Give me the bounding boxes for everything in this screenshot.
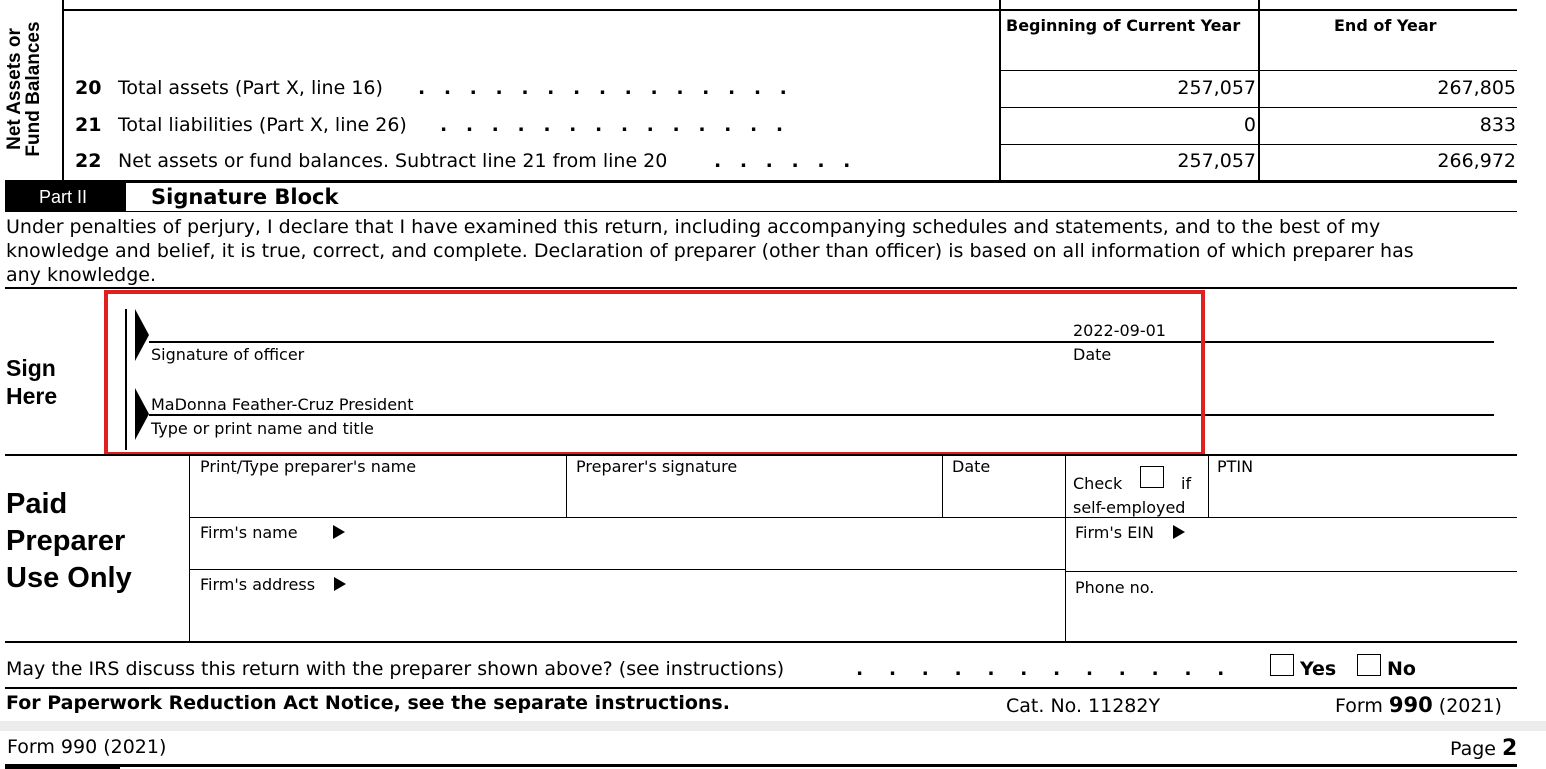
discuss-yes-label: Yes bbox=[1300, 658, 1337, 680]
line-label: Total liabilities (Part X, line 26) bbox=[118, 114, 407, 136]
page-separator bbox=[0, 721, 1546, 731]
check-if-caption: if bbox=[1181, 474, 1192, 493]
line-22-begin-value: 257,057 bbox=[1177, 150, 1256, 172]
here-label: Here bbox=[6, 383, 58, 409]
paid-label: Paid bbox=[6, 488, 68, 520]
discuss-yes-checkbox[interactable] bbox=[1270, 654, 1294, 676]
preparer-label: Preparer bbox=[6, 525, 126, 557]
check-caption: Check bbox=[1073, 474, 1123, 493]
page-prefix: Page bbox=[1450, 738, 1503, 760]
part-ii-tag bbox=[5, 183, 126, 211]
declaration-line-3: any knowledge. bbox=[6, 264, 156, 286]
leader-dots: . . . . . . bbox=[714, 150, 851, 172]
preparer-date-field[interactable] bbox=[943, 480, 1064, 516]
line-label: Total assets (Part X, line 16) bbox=[118, 77, 383, 99]
line-21-begin-value: 0 bbox=[1243, 114, 1256, 136]
self-employed-caption: self-employed bbox=[1073, 498, 1186, 517]
form-number: 990 bbox=[1388, 693, 1433, 717]
sign-label: Sign bbox=[6, 355, 56, 381]
col-header-end: End of Year bbox=[1334, 16, 1437, 35]
use-only-label: Use Only bbox=[6, 562, 132, 594]
date-value: 2022-09-01 bbox=[1073, 321, 1166, 340]
ptin-field[interactable] bbox=[1210, 480, 1516, 516]
phone-field[interactable] bbox=[1160, 573, 1516, 640]
line-number: 21 bbox=[75, 114, 102, 136]
firm-name-caption: Firm's name bbox=[200, 523, 298, 542]
leader-dots: . . . . . . . . . . . . . . bbox=[440, 114, 784, 136]
self-employed-checkbox[interactable] bbox=[1140, 466, 1164, 488]
signature-of-officer-caption: Signature of officer bbox=[151, 345, 305, 364]
page-number: 2 bbox=[1502, 736, 1518, 761]
page-number-label bbox=[1450, 736, 1517, 761]
side-label-line-1: Net Assets or bbox=[4, 28, 25, 150]
firm-ein-field[interactable] bbox=[1190, 520, 1516, 570]
preparer-signature-caption: Preparer's signature bbox=[576, 457, 738, 476]
name-title-caption: Type or print name and title bbox=[151, 419, 374, 438]
line-20-end-value: 267,805 bbox=[1437, 77, 1516, 99]
part-ii-title: Signature Block bbox=[151, 185, 339, 209]
line-number: 22 bbox=[75, 150, 102, 172]
signature-highlight-box bbox=[104, 290, 1205, 456]
preparer-name-field[interactable] bbox=[190, 480, 565, 516]
form-prefix: Form bbox=[1335, 695, 1389, 717]
declaration-line-2: knowledge and belief, it is true, correct, and complete. Declaration of preparer (other than officer) is based on all information of which preparer has bbox=[6, 240, 1414, 262]
line-22-end-value: 266,972 bbox=[1437, 150, 1516, 172]
date-caption: Date bbox=[1073, 345, 1112, 364]
side-label-line-2: Fund Balances bbox=[23, 21, 44, 157]
firm-name-arrow-icon bbox=[333, 525, 345, 539]
line-number: 20 bbox=[75, 77, 102, 99]
ptin-caption: PTIN bbox=[1217, 457, 1254, 476]
form-footer-label bbox=[1335, 693, 1502, 717]
discuss-no-checkbox[interactable] bbox=[1357, 654, 1381, 676]
preparer-date-caption: Date bbox=[952, 457, 991, 476]
officer-name-value: MaDonna Feather-Cruz President bbox=[151, 395, 414, 414]
catalog-number: Cat. No. 11282Y bbox=[1006, 695, 1161, 717]
declaration-line-1: Under penalties of perjury, I declare that I have examined this return, including accompanying schedules and statements, and to the best of my bbox=[6, 216, 1381, 238]
firm-ein-arrow-icon bbox=[1173, 525, 1185, 539]
firm-name-field[interactable] bbox=[350, 520, 1064, 568]
firm-ein-caption: Firm's EIN bbox=[1075, 523, 1154, 542]
discuss-no-label: No bbox=[1387, 658, 1416, 680]
firm-address-arrow-icon bbox=[334, 577, 346, 591]
phone-caption: Phone no. bbox=[1075, 578, 1155, 597]
form-year: (2021) bbox=[1432, 695, 1502, 717]
preparer-signature-field[interactable] bbox=[567, 480, 941, 516]
next-page-form-label: Form 990 (2021) bbox=[7, 736, 167, 758]
line-21-end-value: 833 bbox=[1479, 114, 1516, 136]
part-ii-tag-text: Part II bbox=[39, 187, 88, 207]
net-assets-side-label bbox=[5, 19, 43, 159]
irs-discuss-question: May the IRS discuss this return with the preparer shown above? (see instructions) bbox=[6, 658, 785, 680]
next-part-tag bbox=[5, 764, 120, 769]
col-header-begin: Beginning of Current Year bbox=[1006, 16, 1241, 35]
line-label: Net assets or fund balances. Subtract line 21 from line 20 bbox=[118, 150, 668, 172]
leader-dots: . . . . . . . . . . . . . . . bbox=[418, 77, 787, 99]
paperwork-notice: For Paperwork Reduction Act Notice, see the separate instructions. bbox=[6, 692, 730, 714]
leader-dots: . . . . . . . . . . . . bbox=[856, 658, 1225, 680]
preparer-name-caption: Print/Type preparer's name bbox=[200, 457, 417, 476]
firm-address-field[interactable] bbox=[350, 571, 1064, 640]
line-20-begin-value: 257,057 bbox=[1177, 77, 1256, 99]
firm-address-caption: Firm's address bbox=[200, 575, 316, 594]
